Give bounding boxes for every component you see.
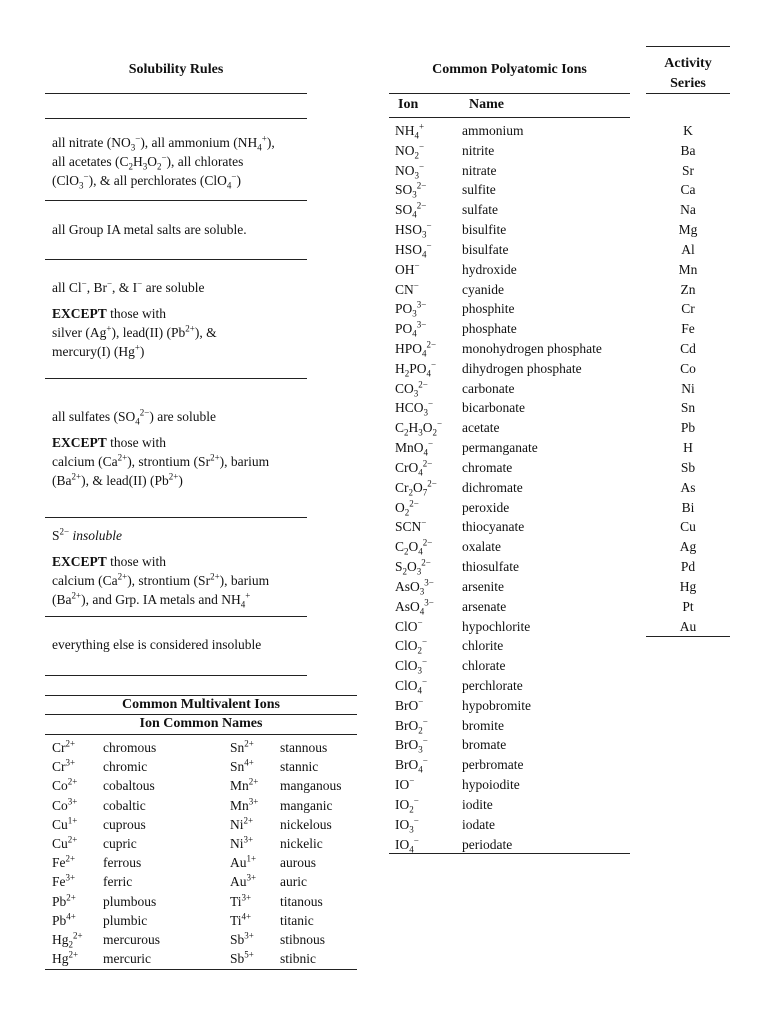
table-row xyxy=(395,161,630,181)
ion-formula: $Au^{1+}$ xyxy=(230,853,257,871)
ion-name: permanganate xyxy=(462,440,538,456)
ion-formula: ClO$_2$− xyxy=(395,636,428,656)
ion-formula: OH− xyxy=(395,260,420,277)
ion-formula: CN− xyxy=(395,280,419,297)
ion-name: iodate xyxy=(462,816,495,832)
ion-name: phosphite xyxy=(462,301,515,317)
ion-formula: $Pb^{4+}$ xyxy=(52,911,76,928)
ion-name: stibnic xyxy=(280,951,316,967)
ion-formula: BrO$_4$− xyxy=(395,755,428,775)
activity-series-item: Ca xyxy=(680,182,696,198)
table-row xyxy=(395,537,630,557)
ion-formula: $H_2PO_4^-$ xyxy=(395,359,437,379)
activity-series-item: Cd xyxy=(680,341,696,357)
table-row xyxy=(395,379,630,399)
ion-name: titanous xyxy=(280,893,323,909)
ion-name: cuprous xyxy=(103,816,146,832)
activity-series-item: Ag xyxy=(679,539,697,555)
rule-sulfates: all sulfates $(SO_4^{2-})$ are soluble EXCEPT those with calcium $(Ca^{2+})$, strontium $(Sr^{2+})$, barium $(Ba^{2+})$, & lead(II) $(Pb^{2+})$ xyxy=(52,407,270,488)
ion-name: auric xyxy=(280,874,307,890)
table-row xyxy=(395,835,630,855)
table-row xyxy=(395,815,630,835)
divider xyxy=(45,118,307,119)
ion-formula: $HPO_4^{2-}$ xyxy=(395,339,437,359)
table-row xyxy=(395,656,630,676)
divider xyxy=(45,93,307,94)
ion-formula: $Sb^{3+}$ xyxy=(230,930,254,947)
ion-name: plumbic xyxy=(103,912,148,928)
activity-series-item: Mn xyxy=(678,261,698,277)
ion-formula: $Fe^{2+}$ xyxy=(52,853,76,871)
ion-formula: $Cu^{1+}$ xyxy=(52,815,78,832)
table-row xyxy=(395,676,630,696)
ion-name: thiosulfate xyxy=(462,559,519,575)
activity-series-item: Bi xyxy=(681,499,695,515)
activity-series-item: Mg xyxy=(678,222,698,238)
table-row xyxy=(395,299,630,319)
ion-formula: SCN− xyxy=(395,517,427,535)
ion-name: hydroxide xyxy=(462,261,517,277)
ion-formula: CrO$_4^{2-}$ xyxy=(395,458,433,478)
ion-name: sulfate xyxy=(462,202,498,218)
ion-name: chlorate xyxy=(462,658,506,674)
activity-series-item: As xyxy=(680,479,696,495)
ion-formula: $Cu^{2+}$ xyxy=(52,834,78,851)
activity-series-item: Sb xyxy=(680,459,696,475)
rule-halides: all Cl−, Br−, & I− are soluble EXCEPT those with silver (Ag+), lead(II) $(Pb^{2+})$, & mercury(I) (Hg+) xyxy=(52,278,217,359)
ion-formula: $IO_2^-$ xyxy=(395,795,419,815)
ion-formula: BrO$_2$− xyxy=(395,716,428,736)
ion-name: nickelous xyxy=(280,816,332,832)
activity-title-line1: Activity xyxy=(664,56,712,71)
table-row xyxy=(395,617,630,637)
rule-nitrates: all nitrate $(NO_3^-)$, all ammonium $(NH_4^+)$, all acetates $(C_2H_3O_2^-)$, all chlorates (ClO$_3$−), & all perchlorates (ClO$_4$−) xyxy=(52,133,275,191)
activity-series-item: Ba xyxy=(680,142,696,158)
table-row xyxy=(395,517,630,537)
ion-name: nickelic xyxy=(280,836,323,851)
ion-formula: $Fe^{3+}$ xyxy=(52,872,76,890)
ion-formula: $Cr^{2+}$ xyxy=(52,738,76,755)
ion-formula: $C_2H_3O_2^-$ xyxy=(395,418,443,438)
ion-name: sulfite xyxy=(462,182,496,198)
ion-name: cupric xyxy=(103,836,137,851)
divider xyxy=(389,93,630,94)
activity-series-item: Cr xyxy=(681,301,695,317)
table-row xyxy=(395,141,630,161)
table-row xyxy=(395,716,630,736)
rule-sulfides: $S^{2-}$ insoluble EXCEPT those with calcium $(Ca^{2+})$, strontium $(Sr^{2+})$, barium $(Ba^{2+})$, and Grp. IA metals and $NH_4^+$ xyxy=(52,526,270,610)
ion-name: dichromate xyxy=(462,479,523,495)
divider xyxy=(45,695,357,696)
ion-name: arsenate xyxy=(462,598,507,614)
ion-formula: $Sn^{2+}$ xyxy=(230,738,254,755)
ion-formula: $CO_3^{2-}$ xyxy=(395,379,428,399)
ion-name: aurous xyxy=(280,855,316,871)
ion-formula: $Pb^{2+}$ xyxy=(52,892,76,909)
ion-formula: $C_2O_4^{2-}$ xyxy=(395,537,433,557)
table-row xyxy=(395,735,630,755)
divider xyxy=(45,675,307,676)
ion-name: dihydrogen phosphate xyxy=(462,360,582,376)
ion-formula: $IO_4^-$ xyxy=(395,835,419,855)
table-row xyxy=(45,872,357,891)
ion-name: bicarbonate xyxy=(462,400,525,416)
ion-name: manganous xyxy=(280,778,342,794)
ion-formula: $SO_4^{2-}$ xyxy=(395,200,427,220)
divider xyxy=(45,378,307,379)
ion-formula: $PO_3^{3-}$ xyxy=(395,299,427,320)
ion-name: hypoiodite xyxy=(462,777,520,793)
table-row xyxy=(45,949,357,968)
polyatomic-title: Common Polyatomic Ions xyxy=(432,62,587,77)
activity-series-item: Pd xyxy=(680,559,696,575)
ion-name: bisulfite xyxy=(462,222,507,238)
ion-formula: $Au^{3+}$ xyxy=(230,872,257,890)
ion-name: iodite xyxy=(462,796,493,812)
ion-formula: $Co^{2+}$ xyxy=(52,776,78,794)
table-row xyxy=(395,260,630,280)
table-row xyxy=(395,200,630,220)
table-row xyxy=(45,930,357,949)
ion-name: cobaltic xyxy=(103,797,146,813)
ion-formula: $IO_3^-$ xyxy=(395,815,419,835)
activity-series-item: Hg xyxy=(679,578,697,594)
activity-title-line2: Series xyxy=(670,76,706,91)
table-row xyxy=(395,597,630,617)
table-row xyxy=(395,240,630,260)
ion-formula: $Hg^{2+}$ xyxy=(52,949,79,967)
ion-name: chlorite xyxy=(462,638,504,654)
table-row xyxy=(395,280,630,300)
polyatomic-col-name: Name xyxy=(469,97,504,112)
activity-series-title xyxy=(646,54,730,94)
divider xyxy=(45,517,307,518)
ion-name: stibnous xyxy=(280,932,326,947)
ion-name: manganic xyxy=(280,797,333,813)
ion-formula: IO− xyxy=(395,775,415,793)
ion-formula: $Ni^{3+}$ xyxy=(230,834,254,851)
table-row xyxy=(45,834,357,853)
activity-series-item: Pb xyxy=(680,420,696,436)
ion-name: peroxide xyxy=(462,499,510,515)
table-row xyxy=(395,795,630,815)
activity-series-item: K xyxy=(683,123,693,138)
ion-name: nitrite xyxy=(462,142,495,158)
ion-formula: $Ti^{3+}$ xyxy=(230,892,252,909)
ion-formula: $HSO_3^-$ xyxy=(395,220,432,240)
table-row xyxy=(395,398,630,418)
ion-formula: BrO− xyxy=(395,696,424,713)
ion-name: cobaltous xyxy=(103,778,155,794)
ion-formula: $Sb^{5+}$ xyxy=(230,949,254,967)
ion-name: phosphate xyxy=(462,321,517,337)
divider xyxy=(45,200,307,201)
ion-formula: $Ti^{4+}$ xyxy=(230,911,252,928)
ion-name: stannous xyxy=(280,740,328,755)
ion-formula: $HSO_4^-$ xyxy=(395,240,432,260)
table-row xyxy=(395,478,630,498)
table-row xyxy=(45,738,357,757)
table-row xyxy=(395,220,630,240)
polyatomic-col-ion: Ion xyxy=(398,97,419,112)
ion-formula: $O_2^{2-}$ xyxy=(395,498,419,518)
ion-formula: $Cr_2O_7^{2-}$ xyxy=(395,478,437,498)
ion-name: ferrous xyxy=(103,855,142,871)
rule-everything-else: everything else is considered insoluble xyxy=(52,637,262,652)
ion-name: cyanide xyxy=(462,281,504,297)
ion-formula: AsO$_4^{3-}$ xyxy=(395,597,434,617)
ion-name: oxalate xyxy=(462,539,501,555)
table-row xyxy=(45,853,357,872)
ion-name: monohydrogen phosphate xyxy=(462,341,602,357)
table-row xyxy=(45,815,357,834)
ion-name: bromate xyxy=(462,737,507,753)
table-row xyxy=(45,776,357,795)
ion-name: mercuric xyxy=(103,951,151,967)
divider xyxy=(45,714,357,715)
ion-formula: $NH_4^+$ xyxy=(395,121,425,141)
ion-name: stannic xyxy=(280,759,319,775)
ion-formula: $Ni^{2+}$ xyxy=(230,815,254,832)
ion-formula: $SO_3^{2-}$ xyxy=(395,180,427,201)
table-row xyxy=(395,458,630,478)
ion-name: thiocyanate xyxy=(462,519,525,535)
ion-name: chromic xyxy=(103,759,148,775)
divider xyxy=(389,117,630,118)
ion-name: perchlorate xyxy=(462,677,523,693)
ion-formula: ClO$_3$− xyxy=(395,656,428,676)
ion-name: bisulfate xyxy=(462,241,509,257)
activity-series-item: Ni xyxy=(681,380,695,396)
activity-series-item: Co xyxy=(680,360,696,376)
ion-formula: $HCO_3^-$ xyxy=(395,398,434,419)
divider xyxy=(389,853,630,854)
ion-name: plumbous xyxy=(103,893,157,909)
divider xyxy=(45,616,307,617)
activity-series-item: Fe xyxy=(681,321,695,337)
ion-name: perbromate xyxy=(462,757,524,773)
ion-name: acetate xyxy=(462,420,500,436)
divider xyxy=(45,969,357,970)
table-row xyxy=(45,796,357,815)
table-row xyxy=(395,636,630,656)
activity-series-item: Al xyxy=(681,241,695,257)
table-row xyxy=(395,359,630,379)
ion-name: bromite xyxy=(462,717,504,733)
ion-formula: $Hg_2^{2+}$ xyxy=(52,930,83,950)
table-row xyxy=(395,557,630,577)
divider xyxy=(646,46,730,47)
table-row xyxy=(395,180,630,200)
ion-name: ferric xyxy=(103,874,133,890)
ion-name: ammonium xyxy=(462,123,524,138)
activity-series-item: Na xyxy=(680,202,696,218)
ion-name: hypochlorite xyxy=(462,618,531,634)
table-row xyxy=(395,577,630,597)
activity-series-item: Pt xyxy=(682,598,694,614)
ion-formula: $Co^{3+}$ xyxy=(52,796,78,813)
multivalent-subtitle: Ion Common Names xyxy=(139,716,263,731)
table-row xyxy=(395,438,630,458)
ion-formula: $S_2O_3^{2-}$ xyxy=(395,557,431,577)
table-row xyxy=(395,339,630,359)
activity-series-item: Zn xyxy=(680,281,696,297)
activity-series-item: H xyxy=(683,440,693,456)
table-row xyxy=(395,418,630,438)
divider xyxy=(45,259,307,260)
divider xyxy=(646,636,730,637)
table-row xyxy=(45,911,357,930)
ion-formula: ClO− xyxy=(395,617,423,634)
divider xyxy=(45,734,357,735)
ion-formula: $Mn^{2+}$ xyxy=(230,776,259,794)
ion-formula: ClO$_4$− xyxy=(395,676,428,696)
ion-name: arsenite xyxy=(462,578,504,594)
activity-series-item: Cu xyxy=(680,519,696,535)
ion-name: periodate xyxy=(462,836,513,852)
table-row xyxy=(395,319,630,339)
table-row xyxy=(395,121,630,141)
ion-formula: $Cr^{3+}$ xyxy=(52,757,76,775)
table-row xyxy=(395,498,630,518)
ion-formula: BrO$_3$− xyxy=(395,735,428,756)
ion-formula: $PO_4^{3-}$ xyxy=(395,319,427,339)
ion-name: carbonate xyxy=(462,380,515,396)
table-row xyxy=(395,696,630,716)
ion-name: mercurous xyxy=(103,932,160,947)
divider xyxy=(646,93,730,94)
ion-formula: $NO_3^-$ xyxy=(395,161,425,181)
activity-series-item: Sr xyxy=(681,162,694,178)
rule-group-ia: all Group IA metal salts are soluble. xyxy=(52,222,247,237)
table-row xyxy=(45,757,357,776)
activity-series-item: Au xyxy=(679,618,697,634)
ion-formula: $Mn^{3+}$ xyxy=(230,796,259,813)
ion-formula: AsO$_3^{3-}$ xyxy=(395,577,434,597)
solubility-rules-title: Solubility Rules xyxy=(128,62,224,77)
ion-name: titanic xyxy=(280,912,314,928)
table-row xyxy=(395,755,630,775)
ion-name: hypobromite xyxy=(462,697,531,713)
ion-name: chromate xyxy=(462,459,513,475)
multivalent-title: Common Multivalent Ions xyxy=(122,697,280,712)
table-row xyxy=(45,892,357,911)
ion-formula: $NO_2^-$ xyxy=(395,141,425,161)
ion-name: nitrate xyxy=(462,162,497,178)
activity-series-item: Sn xyxy=(680,400,696,416)
ion-formula: MnO$_4$− xyxy=(395,438,434,458)
table-row xyxy=(395,775,630,795)
ion-formula: $Sn^{4+}$ xyxy=(230,757,254,775)
ion-name: chromous xyxy=(103,740,157,755)
